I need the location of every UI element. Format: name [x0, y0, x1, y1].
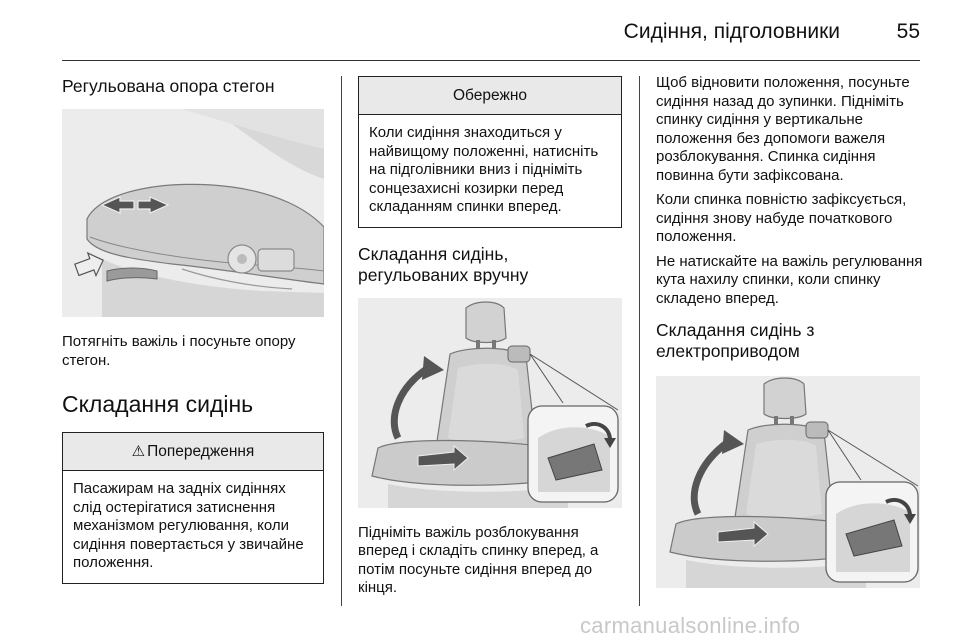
warning-box-header [63, 433, 323, 471]
warning-text: Пасажирам на задніх сидіннях слід остерігатися затиснення механізмом регулювання, коли сидіння повертається у звичайне положення. [73, 480, 304, 571]
page-title: Сидіння, підголовники [623, 20, 840, 43]
thigh-support-illustration [62, 109, 324, 317]
warning-triangle-icon: ⚠ [131, 443, 146, 460]
figure-electric-folding [656, 376, 920, 588]
watermark: carmanualsonline.info [580, 613, 801, 638]
section-heading-electric-folding: Складання сидінь з електроприводом [656, 320, 815, 361]
warning-box-body [63, 471, 323, 583]
electric-seat-fold-illustration [656, 376, 920, 588]
page-number: 55 [896, 20, 920, 43]
paragraph-do-not-press: Не натискайте на важіль регулювання кута нахилу спинки, коли спинку складено вперед. [656, 252, 923, 307]
figure-thigh-support [62, 109, 324, 317]
column-3 [656, 76, 924, 588]
column-2 [358, 76, 622, 598]
column-1 [62, 76, 324, 584]
section-heading-folding-seats: Складання сидінь [62, 391, 254, 417]
warning-box [62, 432, 324, 584]
column-divider-2 [639, 76, 640, 606]
caution-box-header [359, 77, 621, 115]
figure-caption-manual-folding: Підніміть важіль розблокування вперед і складіть спинку вперед, а потім посуньте сидіння вперед до кінця. [358, 523, 599, 596]
section-heading-manual-folding: Складання сидінь, регульованих вручну [358, 243, 529, 285]
column-divider-1 [341, 76, 342, 606]
figure-caption-thigh-support: Потягніть важіль і посуньте опору стегон. [62, 333, 296, 369]
section-heading-thigh-support: Регульована опора стегон [62, 76, 275, 96]
header-rule [62, 60, 920, 61]
caution-heading: Обережно [453, 87, 527, 104]
figure-manual-folding [358, 298, 622, 508]
paragraph-locked: Коли спинка повністю зафіксується, сидіння знову набуде початкового положення. [656, 191, 907, 245]
paragraph-restore-position: Щоб відновити положення, посуньте сидіння назад до зупинки. Підніміть спинку сидіння у вертикальне положення без допомоги важеля розблокування. Спинка сидіння повинна бути зафіксована. [656, 74, 910, 184]
caution-text: Коли сидіння знаходиться у найвищому положенні, натисніть на підголівники вниз і підніміть сонцезахисні козирки перед складанням спинки вперед. [369, 124, 599, 215]
caution-box-body [359, 115, 621, 227]
caution-box [358, 76, 622, 228]
page-header [0, 0, 960, 62]
manual-seat-fold-illustration [358, 298, 622, 508]
warning-heading: Попередження [147, 443, 255, 460]
